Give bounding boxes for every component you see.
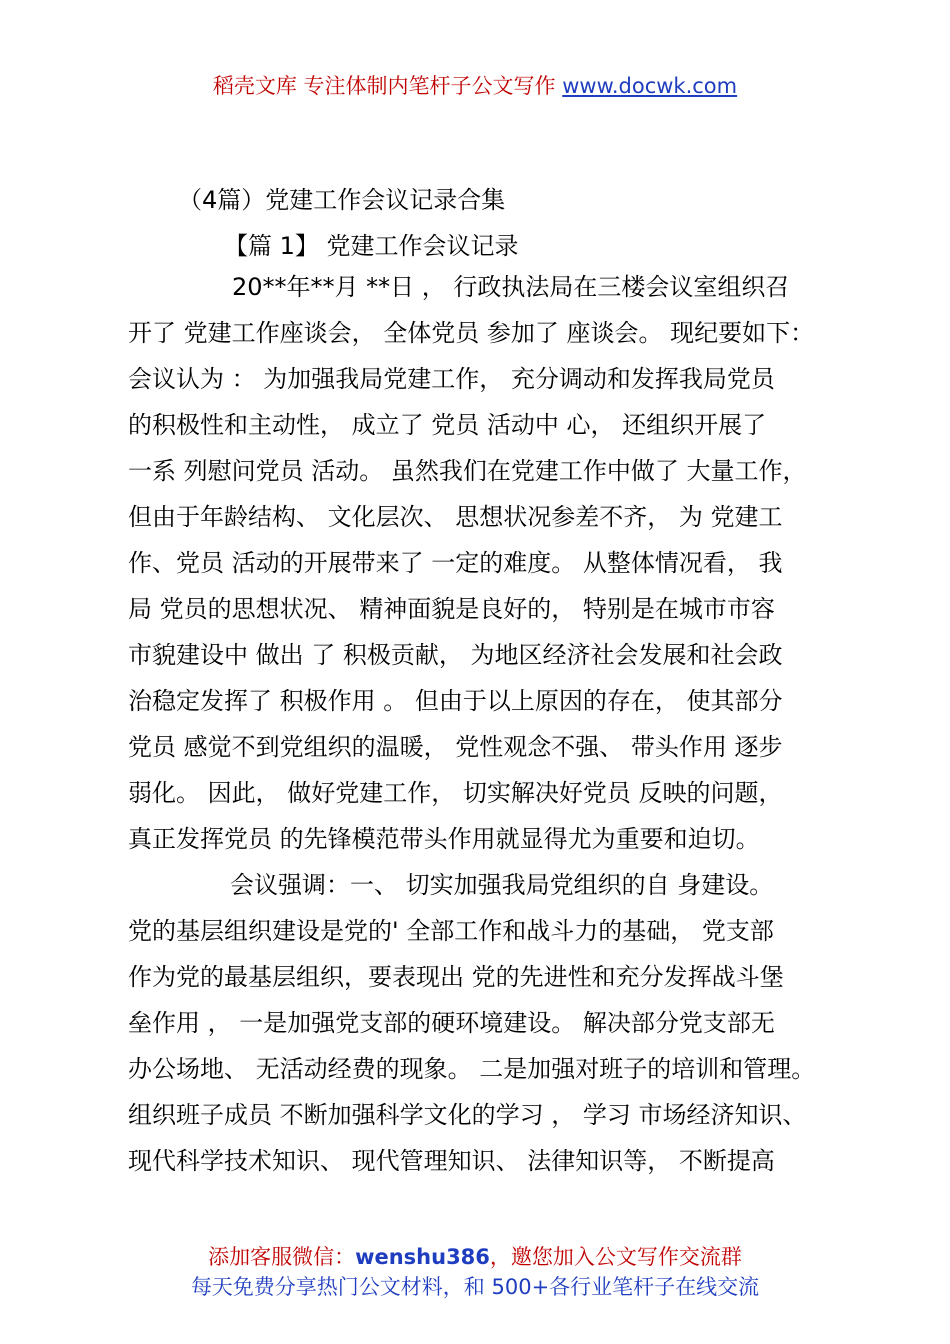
body-line: 垒作用 ， 一是加强党支部的硬环境建设。 解决部分党支部无 bbox=[128, 1009, 775, 1037]
body-line: 会议认为 ： 为加强我局党建工作， 充分调动和发挥我局党员 bbox=[128, 365, 775, 393]
body-line: 作为党的最基层组织，要表现出 党的先进性和充分发挥战斗堡 bbox=[128, 963, 784, 991]
body-line: 开了 党建工作座谈会， 全体党员 参加了 座谈会。 现纪要如下： bbox=[128, 319, 815, 347]
body-line: 20**年**月 **日 ， 行政执法局在三楼会议室组织召 bbox=[232, 273, 790, 301]
body-line: 但由于年龄结构、 文化层次、 思想状况参差不齐， 为 党建工 bbox=[128, 503, 783, 531]
section-title: 【篇 1】 党建工作会议记录 bbox=[224, 232, 519, 260]
body-line: 组织班子成员 不断加强科学文化的学习 ， 学习 市场经济知识、 bbox=[128, 1101, 807, 1129]
body-line: 的积极性和主动性， 成立了 党员 活动中 心， 还组织开展了 bbox=[128, 411, 767, 439]
body-line: 市貌建设中 做出 了 积极贡献， 为地区经济社会发展和社会政 bbox=[128, 641, 783, 669]
footer-promo-line: 每天免费分享热门公文材料，和 500+各行业笔杆子在线交流 bbox=[190, 1275, 760, 1299]
watermark-header bbox=[0, 70, 950, 100]
body-line: 一系 列慰问党员 活动。 虽然我们在党建工作中做了 大量工作， bbox=[128, 457, 807, 485]
body-line: 治稳定发挥了 积极作用 。 但由于以上原因的存在， 使其部分 bbox=[128, 687, 783, 715]
header-url-link[interactable]: www.docwk.com bbox=[562, 74, 738, 98]
body-line: 办公场地、 无活动经费的现象。 二是加强对班子的培训和管理。 bbox=[128, 1055, 816, 1083]
document-title: （4篇）党建工作会议记录合集 bbox=[178, 186, 506, 214]
body-line: 党的基层组织建设是党的' 全部工作和战斗力的基础， 党支部 bbox=[128, 917, 774, 945]
footer-wechat-line bbox=[0, 1241, 950, 1271]
body-line: 弱化。 因此， 做好党建工作， 切实解决好党员 反映的问题， bbox=[128, 779, 783, 807]
body-line: 会议强调：一、 切实加强我局党组织的自 身建设。 bbox=[230, 871, 774, 899]
footer-wechat-id: wenshu386 bbox=[355, 1245, 490, 1269]
body-line: 真正发挥党员 的先锋模范带头作用就显得尤为重要和迫切。 bbox=[128, 825, 760, 853]
header-brand: 稻壳文库 专注体制内笔杆子公文写作 bbox=[212, 74, 556, 98]
body-line: 作、党员 活动的开展带来了 一定的难度。 从整体情况看， 我 bbox=[128, 549, 783, 577]
footer-suffix: ，邀您加入公文写作交流群 bbox=[489, 1245, 742, 1269]
body-line: 局 党员的思想状况、 精神面貌是良好的， 特别是在城市市容 bbox=[128, 595, 775, 623]
body-line: 现代科学技术知识、 现代管理知识、 法律知识等， 不断提高 bbox=[128, 1147, 775, 1175]
footer-prefix: 添加客服微信： bbox=[208, 1245, 356, 1269]
body-line: 党员 感觉不到党组织的温暖， 党性观念不强、 带头作用 逐步 bbox=[128, 733, 783, 761]
